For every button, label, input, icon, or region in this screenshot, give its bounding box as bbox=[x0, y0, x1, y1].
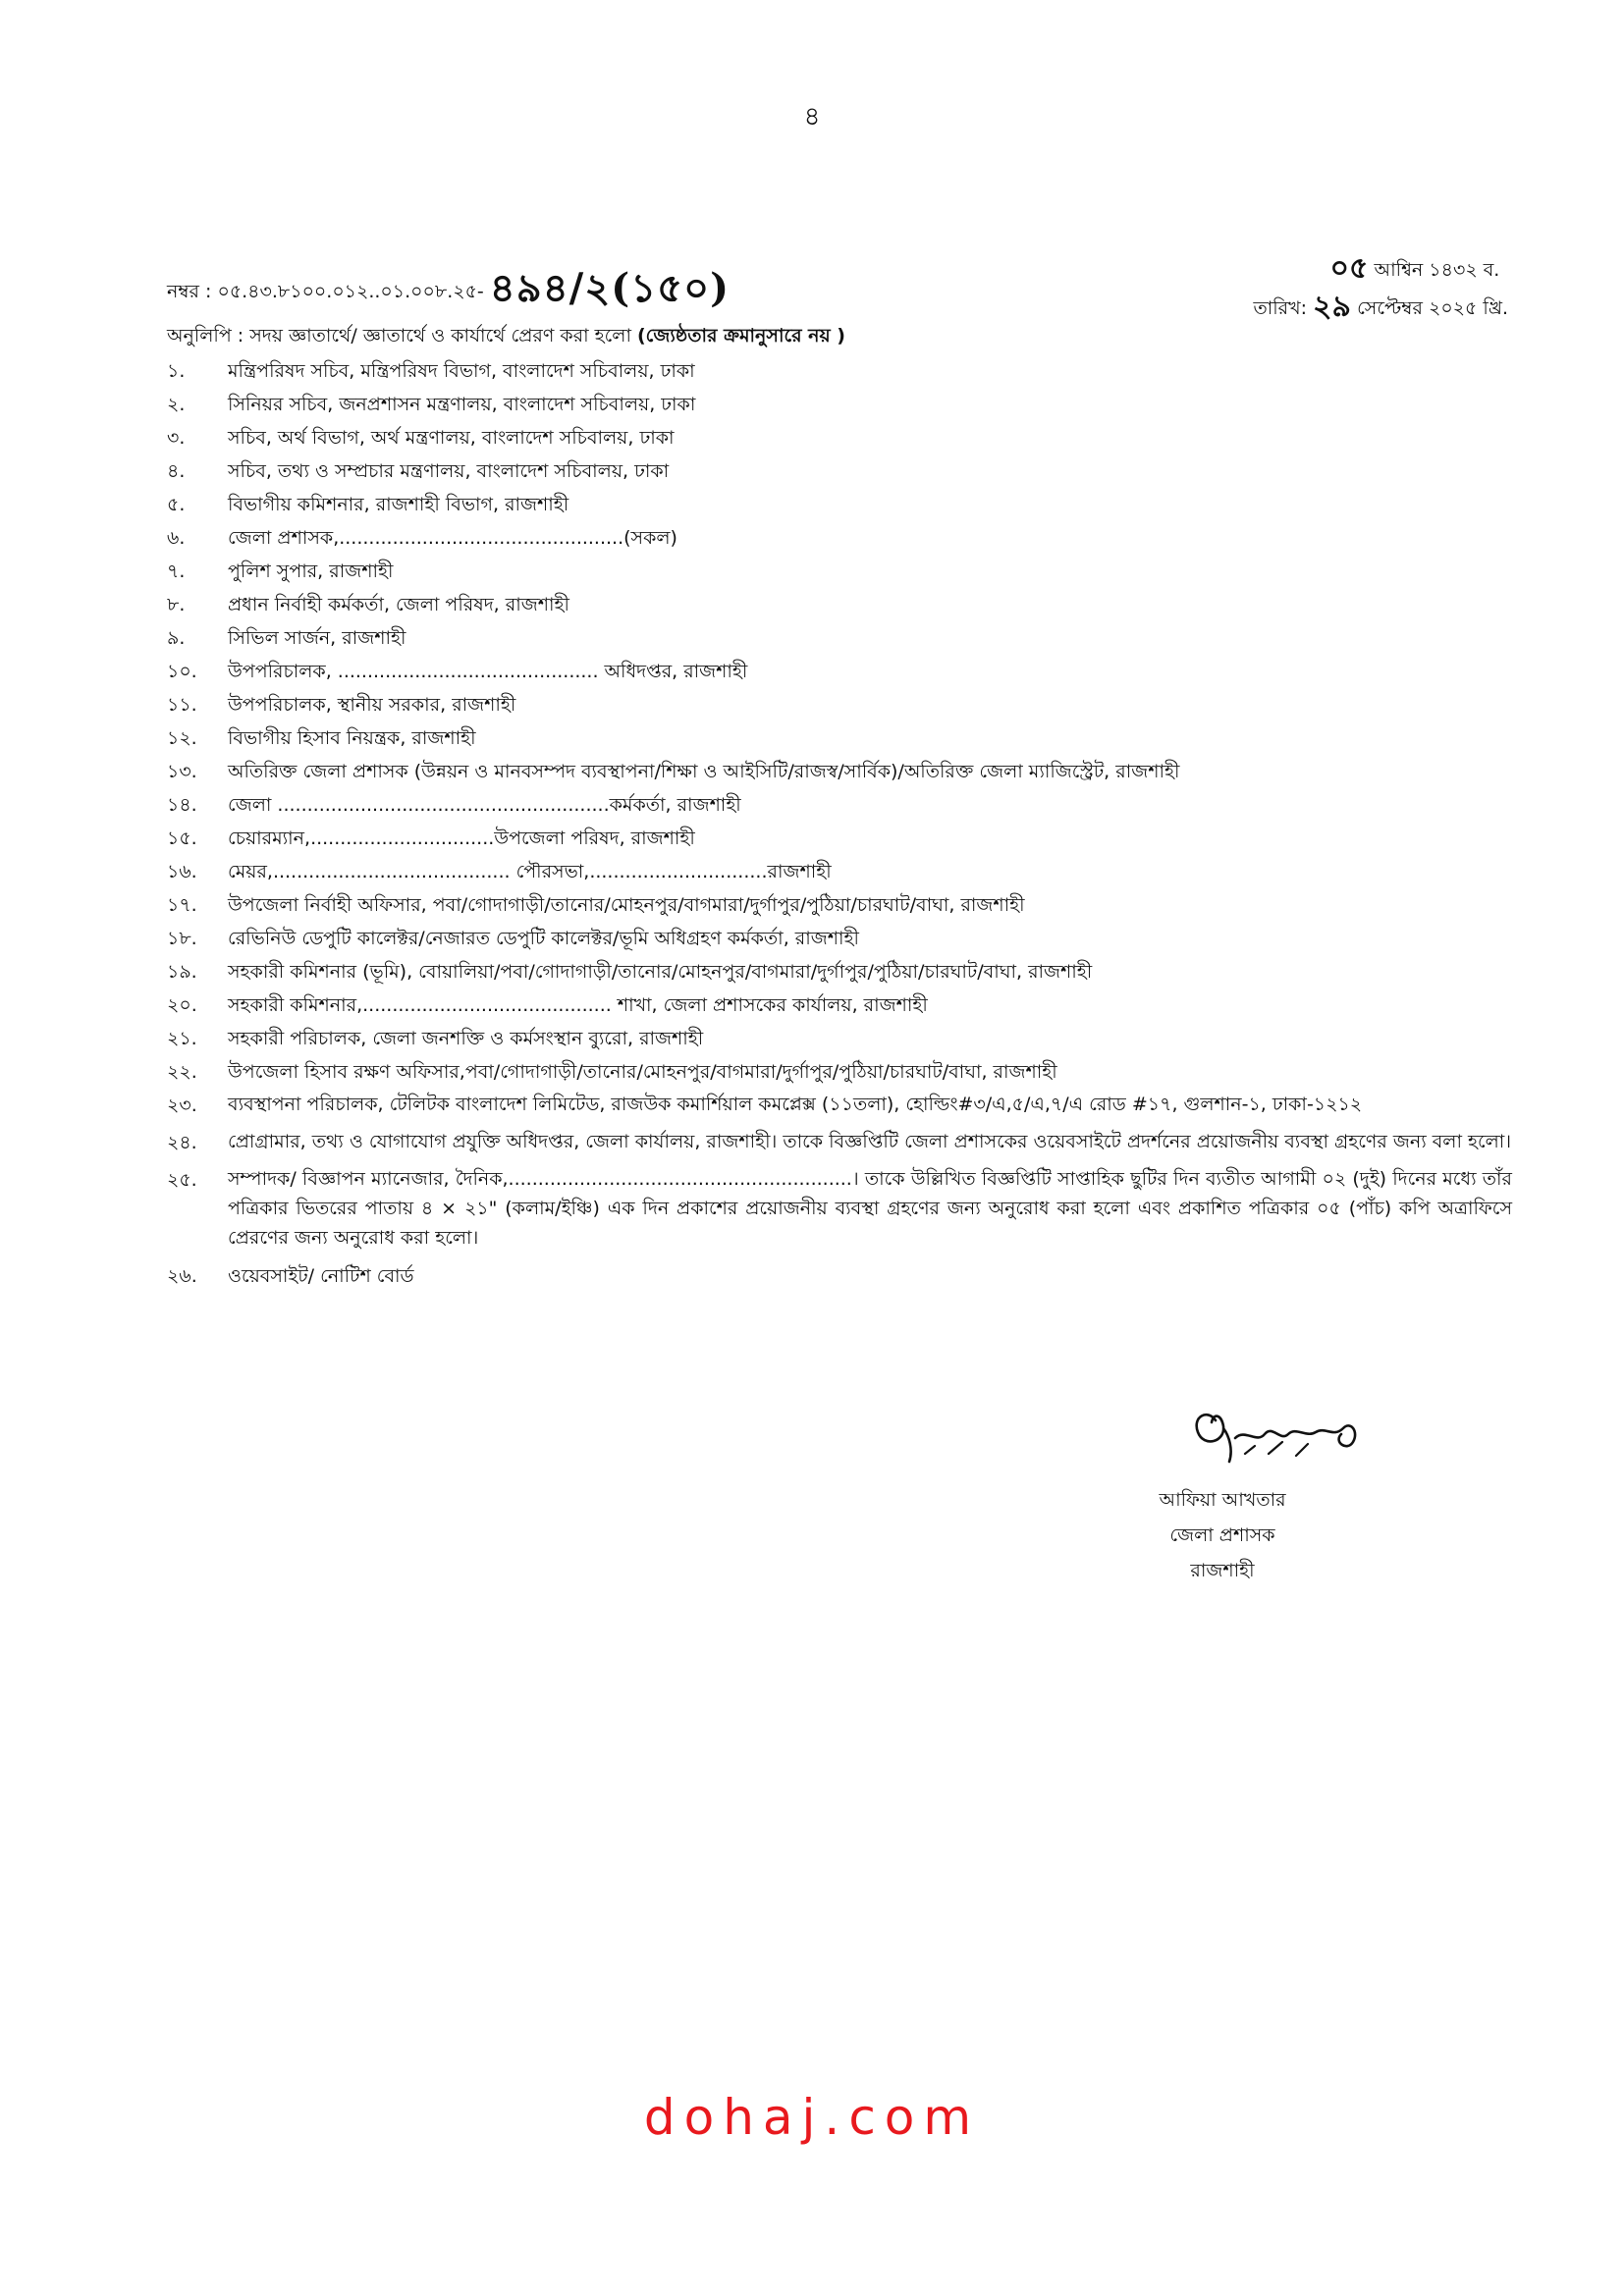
signatory-name: আফিয়া আখতার bbox=[1159, 1489, 1286, 1511]
recipient-item bbox=[167, 1023, 1512, 1056]
date-english-day: ২৯ bbox=[1313, 290, 1352, 324]
recipient-text: প্রোগ্রামার, তথ্য ও যোগাযোগ প্রযুক্তি অধিদপ্তর, জেলা কার্যালয়, রাজশাহী। তাকে বিজ্ঞপ্তিটি জেলা প্রশাসকের ওয়েবসাইটে প্রদর্শনের প্রয়োজনীয় ব্যবস্থা গ্রহণের জন্য বলা হলো। bbox=[228, 1131, 1512, 1152]
signatory-location: রাজশাহী bbox=[1190, 1560, 1255, 1581]
recipient-item bbox=[167, 756, 1512, 789]
recipient-number: ২৩. bbox=[167, 1095, 197, 1116]
recipient-text: পুলিশ সুপার, রাজশাহী bbox=[228, 561, 394, 582]
recipient-text: ব্যবস্থাপনা পরিচালক, টেলিটক বাংলাদেশ লিমিটেড, রাজউক কমার্শিয়াল কমপ্লেক্স (১১তলা), হোল্ডিং#৩/এ,৫/এ,৭/এ রোড #১৭, গুলশান-১, ঢাকা-১২১২ bbox=[228, 1094, 1363, 1115]
copy-header-note: (জ্যেষ্ঠতার ক্রমানুসারে নয় ) bbox=[637, 325, 845, 347]
date-label: তারিখ: bbox=[1253, 297, 1307, 319]
recipient-item bbox=[167, 689, 1512, 722]
recipient-text: সম্পাদক/ বিজ্ঞাপন ম্যানেজার, দৈনিক,..........................................................। তাকে উল্লিখিত বিজ্ঞপ্তিটি সাপ্তাহিক ছুটির দিন ব্যতীত আগামী ০২ (দুই) দিনের মধ্যে তাঁর পত্রিকার ভিতরের পাতায় ৪ × ২১" (কলাম/ইঞ্চি) এক দিন প্রকাশের প্রয়োজনীয় ব্যবস্থা গ্রহণের জন্য অনুরোধ করা হলো এবং প্রকাশিত পত্রিকার ০৫ (পাঁচ) কপি অত্রাফিসে প্রেরণের জন্য অনুরোধ করা হলো। bbox=[228, 1168, 1512, 1249]
recipient-number: ১২. bbox=[167, 727, 197, 749]
copy-header bbox=[167, 322, 845, 353]
recipient-item bbox=[167, 455, 1512, 489]
recipient-text: জেলা ........................................................কর্মকর্তা, রাজশাহী bbox=[228, 794, 741, 816]
recipient-text: চেয়ারম্যান,...............................উপজেলা পরিষদ, রাজশাহী bbox=[228, 828, 695, 849]
recipient-text: সহকারী পরিচালক, জেলা জনশক্তি ও কর্মসংস্থান ব্যুরো, রাজশাহী bbox=[228, 1028, 704, 1049]
recipient-number: ১৭. bbox=[167, 894, 197, 916]
recipient-number: ১৮. bbox=[167, 928, 197, 949]
recipient-text: প্রধান নির্বাহী কর্মকর্তা, জেলা পরিষদ, রাজশাহী bbox=[228, 594, 569, 615]
recipient-number: ২৪. bbox=[167, 1132, 197, 1153]
recipient-item bbox=[167, 389, 1512, 422]
recipient-text: উপজেলা হিসাব রক্ষণ অফিসার,পবা/গোদাগাড়ী/তানোর/মোহনপুর/বাগমারা/দুর্গাপুর/পুঠিয়া/চারঘাট/বাঘা, রাজশাহী bbox=[228, 1061, 1057, 1083]
signatory-block bbox=[1100, 1482, 1345, 1588]
watermark: dohaj.com bbox=[643, 2089, 981, 2146]
recipient-text: সিভিল সার্জন, রাজশাহী bbox=[228, 627, 406, 649]
date-bangla-text: আশ্বিন ১৪৩২ ব. bbox=[1374, 259, 1500, 281]
recipient-item bbox=[167, 856, 1512, 889]
recipient-item bbox=[167, 1056, 1512, 1090]
date-row-english bbox=[1253, 289, 1508, 327]
signatory-designation: জেলা প্রশাসক bbox=[1169, 1524, 1275, 1546]
recipient-number: ৬. bbox=[167, 527, 186, 549]
signature-image bbox=[1186, 1399, 1382, 1472]
recipient-text: মন্ত্রিপরিষদ সচিব, মন্ত্রিপরিষদ বিভাগ, বাংলাদেশ সচিবালয়, ঢাকা bbox=[228, 360, 695, 382]
recipient-item bbox=[167, 1164, 1512, 1260]
recipient-number: ১৪. bbox=[167, 794, 197, 816]
recipient-item bbox=[167, 522, 1512, 556]
recipient-text: বিভাগীয় হিসাব নিয়ন্ত্রক, রাজশাহী bbox=[228, 727, 476, 749]
recipient-number: ১১. bbox=[167, 694, 197, 716]
recipient-number: ১৫. bbox=[167, 828, 197, 849]
recipient-item bbox=[167, 989, 1512, 1023]
recipient-number: ২২. bbox=[167, 1061, 197, 1083]
date-bangla-day: ০৫ bbox=[1329, 251, 1369, 286]
copy-header-text: অনুলিপি : সদয় জ্ঞাতার্থে/ জ্ঞাতার্থে ও কার্যার্থে প্রেরণ করা হলো bbox=[167, 325, 631, 347]
recipient-item bbox=[167, 789, 1512, 823]
recipient-number: ২০. bbox=[167, 994, 197, 1016]
recipient-number: ৩. bbox=[167, 427, 186, 449]
recipient-text: উপজেলা নির্বাহী অফিসার, পবা/গোদাগাড়ী/তানোর/মোহনপুর/বাগমারা/দুর্গাপুর/পুঠিয়া/চারঘাট/বাঘা, রাজশাহী bbox=[228, 894, 1025, 916]
recipient-number: ৫. bbox=[167, 494, 186, 515]
recipient-text: সচিব, তথ্য ও সম্প্রচার মন্ত্রণালয়, বাংলাদেশ সচিবালয়, ঢাকা bbox=[228, 460, 670, 482]
page-number: ৪ bbox=[803, 102, 821, 132]
recipient-item bbox=[167, 1090, 1512, 1127]
recipient-item bbox=[167, 622, 1512, 656]
recipient-item bbox=[167, 489, 1512, 522]
recipient-text: মেয়র,........................................ পৌরসভা,..............................রাজশাহী bbox=[228, 861, 832, 882]
memo-number-label: নম্বর : ০৫.৪৩.৮১০০.০১২..০১.০০৮.২৫- bbox=[167, 281, 484, 302]
recipient-number: ৪. bbox=[167, 460, 186, 482]
recipient-text: সিনিয়র সচিব, জনপ্রশাসন মন্ত্রণালয়, বাংলাদেশ সচিবালয়, ঢাকা bbox=[228, 394, 696, 415]
recipient-item bbox=[167, 889, 1512, 923]
recipient-text: ওয়েবসাইট/ নোটিশ বোর্ড bbox=[228, 1265, 414, 1287]
recipient-list bbox=[167, 355, 1512, 1294]
recipient-number: ২৫. bbox=[167, 1169, 197, 1191]
recipient-number: ১৯. bbox=[167, 961, 197, 983]
recipient-number: ৭. bbox=[167, 561, 186, 582]
date-block bbox=[1253, 250, 1508, 327]
recipient-text: সহকারী কমিশনার (ভূমি), বোয়ালিয়া/পবা/গোদাগাড়ী/তানোর/মোহনপুর/বাগমারা/দুর্গাপুর/পুঠিয়া/চারঘাট/বাঘা, রাজশাহী bbox=[228, 961, 1093, 983]
recipient-text: উপপরিচালক, ............................................ অধিদপ্তর, রাজশাহী bbox=[228, 661, 748, 682]
recipient-number: ৮. bbox=[167, 594, 186, 615]
recipient-number: ৯. bbox=[167, 627, 186, 649]
recipient-item bbox=[167, 722, 1512, 756]
date-row-bangla bbox=[1253, 250, 1508, 289]
recipient-text: অতিরিক্ত জেলা প্রশাসক (উন্নয়ন ও মানবসম্পদ ব্যবস্থাপনা/শিক্ষা ও আইসিটি/রাজস্ব/সার্বিক)/অতিরিক্ত জেলা ম্যাজিস্ট্রেট, রাজশাহী bbox=[228, 761, 1180, 782]
recipient-number: ১৩. bbox=[167, 761, 197, 782]
recipient-number: ২. bbox=[167, 394, 186, 415]
recipient-item bbox=[167, 923, 1512, 956]
recipient-item bbox=[167, 956, 1512, 989]
recipient-text: জেলা প্রশাসক,................................................(সকল) bbox=[228, 527, 677, 549]
recipient-item bbox=[167, 1260, 1512, 1294]
date-english-text: সেপ্টেম্বর ২০২৫ খ্রি. bbox=[1357, 297, 1508, 319]
recipient-number: ১০. bbox=[167, 661, 197, 682]
recipient-text: রেভিনিউ ডেপুটি কালেক্টর/নেজারত ডেপুটি কালেক্টর/ভূমি অধিগ্রহণ কর্মকর্তা, রাজশাহী bbox=[228, 928, 859, 949]
recipient-number: ১৬. bbox=[167, 861, 197, 882]
recipient-number: ১. bbox=[167, 360, 186, 382]
recipient-text: বিভাগীয় কমিশনার, রাজশাহী বিভাগ, রাজশাহী bbox=[228, 494, 569, 515]
recipient-item bbox=[167, 656, 1512, 689]
recipient-item bbox=[167, 589, 1512, 622]
recipient-text: সহকারী কমিশনার,.......................................... শাখা, জেলা প্রশাসকের কার্যালয়, রাজশাহী bbox=[228, 994, 928, 1016]
recipient-item bbox=[167, 556, 1512, 589]
recipient-number: ২৬. bbox=[167, 1265, 197, 1287]
recipient-item bbox=[167, 1127, 1512, 1164]
memo-number bbox=[167, 257, 730, 323]
recipient-item bbox=[167, 823, 1512, 856]
memo-number-handwritten: ৪৯৪/২(১৫০) bbox=[489, 265, 731, 311]
recipient-item bbox=[167, 422, 1512, 455]
recipient-item bbox=[167, 355, 1512, 389]
recipient-text: সচিব, অর্থ বিভাগ, অর্থ মন্ত্রণালয়, বাংলাদেশ সচিবালয়, ঢাকা bbox=[228, 427, 675, 449]
recipient-number: ২১. bbox=[167, 1028, 197, 1049]
recipient-text: উপপরিচালক, স্থানীয় সরকার, রাজশাহী bbox=[228, 694, 516, 716]
